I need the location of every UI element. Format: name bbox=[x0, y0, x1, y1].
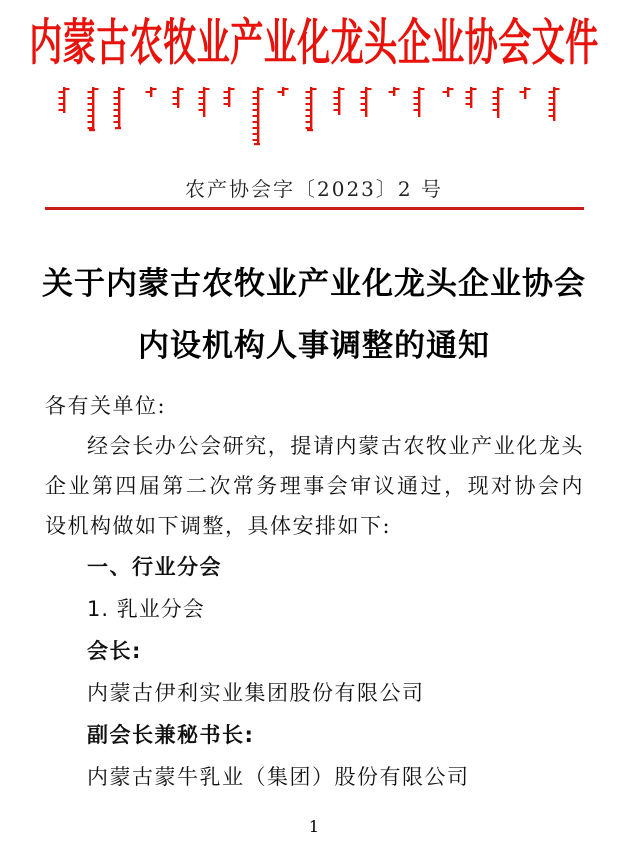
mongolian-script-svg bbox=[0, 84, 628, 152]
document-body bbox=[45, 386, 584, 798]
company-name-yili: 内蒙古伊利实业集团股份有限公司 bbox=[87, 681, 425, 705]
notice-title-line-1: 关于内蒙古农牧业产业化龙头企业协会 bbox=[42, 266, 586, 302]
page-number: 1 bbox=[308, 817, 320, 836]
red-divider-line bbox=[45, 207, 584, 210]
section-heading-industry-branches: 一、行业分会 bbox=[87, 555, 222, 579]
document-reference-number: 农产协会字〔2023〕2 号 bbox=[185, 177, 443, 201]
role-label-president: 会长: bbox=[87, 639, 142, 663]
notice-title-line-2: 内设机构人事调整的通知 bbox=[138, 328, 490, 364]
letterhead-title: 内蒙古农牧业产业化龙头企业协会文件 bbox=[29, 13, 599, 72]
company-name-mengniu: 内蒙古蒙牛乳业（集团）股份有限公司 bbox=[87, 765, 470, 789]
salutation: 各有关单位: bbox=[45, 394, 167, 418]
mongolian-script-line bbox=[0, 84, 628, 152]
body-paragraph: 经会长办公会研究，提请内蒙古农牧业产业化龙头企业第四届第二次常务理事会审议通过，现对协会内设机构做如下调整，具体安排如下: bbox=[45, 434, 584, 538]
role-label-vice-president-secretary-general: 副会长兼秘书长: bbox=[87, 723, 255, 747]
list-item-dairy-branch: 1. 乳业分会 bbox=[87, 597, 205, 621]
